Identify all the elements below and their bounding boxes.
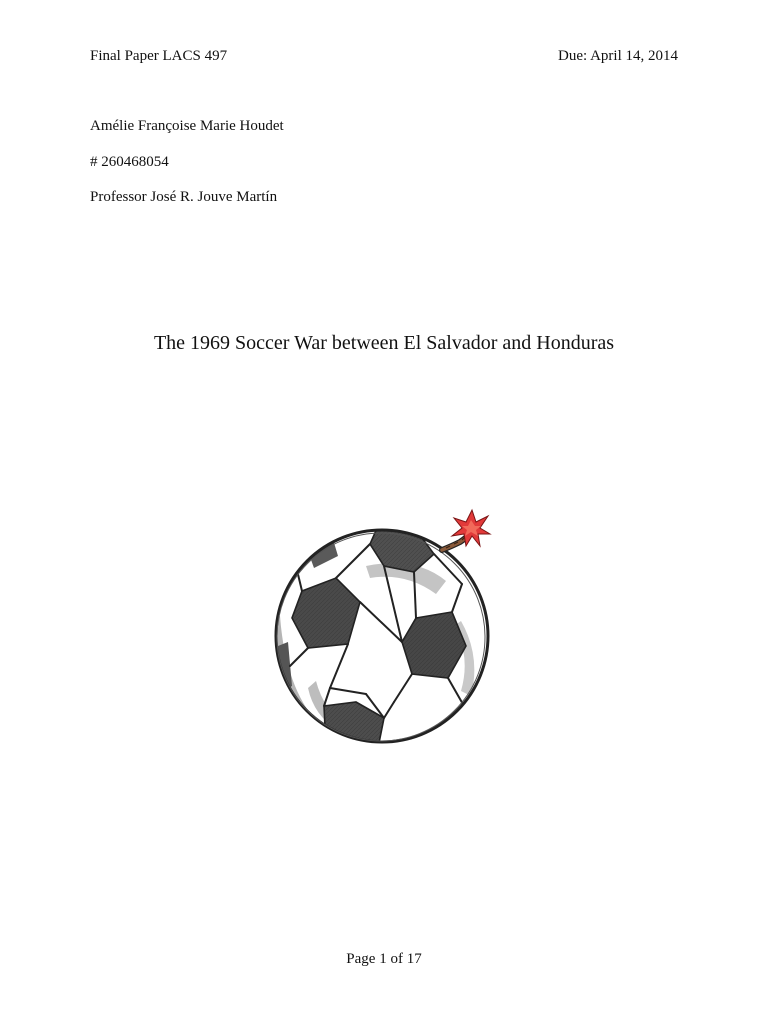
header-course: Final Paper LACS 497 <box>90 48 228 64</box>
paper-title: The 1969 Soccer War between El Salvador and Honduras <box>153 332 615 354</box>
header-due-date: Due: April 14, 2014 <box>558 48 678 64</box>
page-number: Page 1 of 17 <box>346 951 422 967</box>
student-id: # 260468054 <box>90 154 169 170</box>
soccer-ball-bomb-icon <box>266 506 500 752</box>
professor-name: Professor José R. Jouve Martín <box>90 189 278 205</box>
author-name: Amélie Françoise Marie Houdet <box>90 118 284 134</box>
